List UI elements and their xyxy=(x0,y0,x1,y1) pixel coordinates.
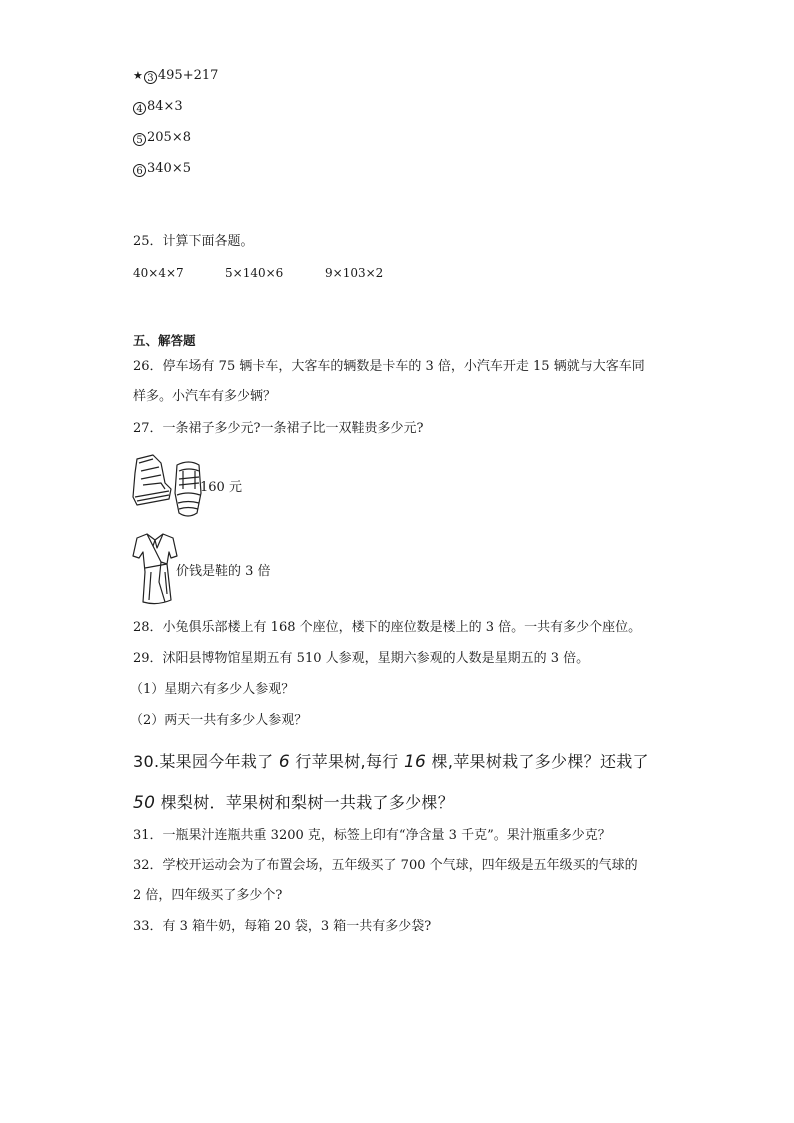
q32-line-1: 32．学校开运动会为了布置会场，五年级买了 700 个气球，四年级是五年级买的气球的 xyxy=(133,858,638,873)
q29-sub-1: （1）星期六有多少人参观？ xyxy=(130,682,295,697)
shoes-icon xyxy=(131,453,203,519)
q30-number: 50 xyxy=(133,793,156,813)
expression-5 xyxy=(133,130,191,146)
q28-text: 28．小兔俱乐部楼上有 168 个座位，楼下的座位数是楼上的 3 倍。一共有多少个座位。 xyxy=(133,620,642,635)
circled-number: 4 xyxy=(133,102,146,115)
expression-text: 495+217 xyxy=(157,68,219,83)
q29-text: 29．沭阳县博物馆星期五有 510 人参观，星期六参观的人数是星期五的 3 倍。 xyxy=(133,651,590,666)
q30-number: 6 xyxy=(278,752,290,772)
q30-text: 棵梨树．苹果树和梨树一共栽了多少棵？ xyxy=(155,793,455,812)
dress-icon xyxy=(131,532,179,606)
q32-line-2: 2 倍，四年级买了多少个? xyxy=(133,888,283,903)
q25-item-1: 40×4×7 xyxy=(133,266,184,280)
expression-text: 205×8 xyxy=(147,130,191,145)
q30-text: 30.某果园今年栽了 xyxy=(133,752,279,771)
circled-number: 3 xyxy=(144,71,157,84)
q30-text: 棵,苹果树栽了多少棵？还栽了 xyxy=(426,752,649,771)
q30-line-1 xyxy=(133,749,649,772)
expression-text: 340×5 xyxy=(147,161,191,176)
q26-line-2: 样多。小汽车有多少辆？ xyxy=(133,389,277,404)
circled-number: 5 xyxy=(133,133,146,146)
expression-6 xyxy=(133,161,191,177)
q27-text: 27．一条裙子多少元?一条裙子比一双鞋贵多少元? xyxy=(133,421,424,436)
shoe-price-label: 160 元 xyxy=(200,480,242,495)
section-heading: 五、解答题 xyxy=(133,333,196,348)
q33-text: 33．有 3 箱牛奶，每箱 20 袋，3 箱一共有多少袋? xyxy=(133,919,432,934)
expression-4 xyxy=(133,99,183,115)
q25-item-2: 5×140×6 xyxy=(225,266,284,280)
q31-text: 31．一瓶果汁连瓶共重 3200 克，标签上印有“净含量 3 千克”。果汁瓶重多少克？ xyxy=(133,828,611,843)
q30-text: 行苹果树,每行 xyxy=(289,752,404,771)
dress-note-label: 价钱是鞋的 3 倍 xyxy=(176,564,271,579)
expression-text: 84×3 xyxy=(147,99,183,114)
q29-sub-2: （2）两天一共有多少人参观？ xyxy=(130,713,308,728)
q25-item-3: 9×103×2 xyxy=(325,266,384,280)
q30-number: 16 xyxy=(403,752,427,772)
expression-3 xyxy=(133,68,218,84)
q26-line-1: 26．停车场有 75 辆卡车，大客车的辆数是卡车的 3 倍，小汽车开走 15 辆就与大客车同 xyxy=(133,359,645,374)
star-icon: ★ xyxy=(133,69,143,82)
q30-line-2 xyxy=(133,790,454,813)
q25-title: 25．计算下面各题。 xyxy=(133,234,254,249)
circled-number: 6 xyxy=(133,164,146,177)
